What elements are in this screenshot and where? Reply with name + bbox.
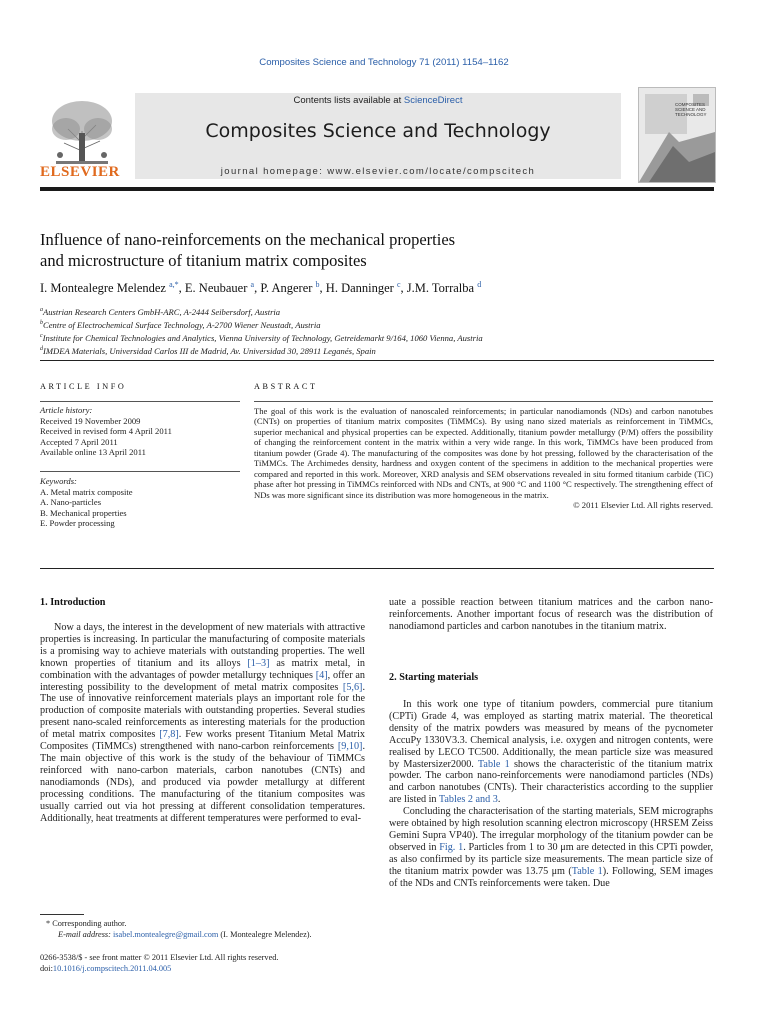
abstract-text: The goal of this work is the evaluation of nanoscaled reinforcements; in particular nanodiamonds (NDs) and carbon nanotubes (CNTs) on properties of titanium matrix composites (TiMMCs). By using nano sized materials as reinforcement in TiMMCs, superior mechanical and physical properties can be expected. Additionally, titanium powder metallurgy (P/M) offers the possibility of changing the reinforcement content in the matrix within a very wide range. In this work, TiMMCs have been produced from titanium powder (Grade 4). The manufacturing of the composites was done by hot pressing, followed by the characterisation of the TiMMCs. The Archimedes density, hardness and oxygen content of the specimens in addition to the mechanical properties were compared and reported in this work. Moreover, XRD analysis and SEM observations revealed in situ formed titanium carbide (TiC) phase after hot pressing in TiMMCs reinforced with NDs and CNTs, at 900 °C and 1100 °C respectively. The strengthening effect of NDs was more significant since its distribution was more homogeneous in the matrix. [254, 406, 713, 500]
article-title-line-2: and microstructure of titanium matrix composites [40, 251, 367, 270]
cover-line-3: TECHNOLOGY [675, 112, 707, 117]
issn-doi [40, 952, 380, 974]
header-rule [40, 187, 714, 191]
citation-link[interactable]: [1–3] [247, 657, 270, 669]
contents-line [135, 95, 621, 106]
article-history [40, 405, 240, 458]
starting-materials-paragraph: Concluding the characterisation of the starting materials, SEM micrographs were obtained by high resolution scanning electron microscopy (HRSEM Zeiss Gemini Supra VP40). The irregular morphology of the titanium powder can be observed in Fig. 1. Particles from 1 to 30 μm are detected in this CPTi powder, as also confirmed by its particle size measurements. The mean particle size of the titanium matrix powder was 13.75 μm (Table 1). Following, SEM images of the NDs and CNTs reinforcements were taken. Due [389, 806, 714, 889]
author-affiliation-link[interactable]: d [477, 280, 482, 289]
abstract-divider [254, 401, 713, 402]
footnote [46, 918, 376, 940]
affiliation-item: $^b$Centre of Electrochemical Surface Technology, A-2700 Wiener Neustadt, Austria [40, 320, 321, 331]
author-affiliation-link[interactable]: a [250, 280, 255, 289]
author-affiliation-link[interactable]: b [315, 280, 320, 289]
journal-citation[interactable]: Composites Science and Technology 71 (2011) 1154–1162 [259, 57, 509, 68]
author-list: I. Montealegre Melendez $^{a,*}$, E. Neubauer $^a$, P. Angerer $^b$, H. Danninger $^c$, J.M. Torralba $^d$ [40, 280, 482, 296]
table-link[interactable]: Table 1 [571, 865, 603, 877]
introduction-body [40, 622, 365, 824]
history-item: Accepted 7 April 2011 [40, 436, 118, 447]
citation-link[interactable]: [7,8] [159, 729, 179, 741]
author-name: H. Danninger [325, 281, 394, 296]
doi-link[interactable]: 10.1016/j.compscitech.2011.04.005 [52, 964, 172, 973]
journal-cover-thumbnail[interactable] [638, 87, 716, 183]
introduction-continued-text: uate a possible reaction between titanium matrices and the carbon nano-reinforcements. Another important focus of research was the distribution of nanodiamond particles and carbon nanotubes in the titanium matrix. [389, 597, 713, 632]
keywords [40, 476, 240, 529]
author-name: E. Neubauer [184, 281, 248, 296]
citation-link[interactable]: [5,6] [342, 681, 363, 693]
affiliation-item: $^d$IMDEA Materials, Universidad Carlos III de Madrid, Av. Universidad 30, 28911 Leganés, Spain [40, 346, 376, 357]
table-link[interactable]: Tables 2 and 3 [438, 794, 498, 806]
history-label: Article history: [40, 405, 93, 415]
email-owner: (I. Montealegre Melendez). [218, 930, 312, 939]
keywords-divider [40, 471, 240, 472]
elsevier-wordmark: ELSEVIER [40, 164, 120, 180]
section-heading-introduction: 1. Introduction [40, 597, 106, 608]
abstract-heading: ABSTRACT [254, 382, 318, 391]
author-affiliation-link[interactable]: a,* [169, 280, 179, 289]
starting-materials-paragraph: In this work one type of titanium powders, commercial pure titanium (CPTi) Grade 4, was employed as starting matrix material. The theoretical density of the matrix powders was measured by means of the pycnometer AccuPy 1330V3.3. Chemical analysis, i.e. oxygen and nitrogen contents, were realised by LECO TC500. Additionally, the mean particle size was measured by Mastersizer2000. Table 1 shows the characteristic of the titanium matrix powder. The carbon nano-reinforcements were nanodiamond particles (NDs) and carbon nanotubes (CNTs). Their characteristics according to the supplier are listed in Tables 2 and 3. [389, 699, 713, 806]
affiliation-divider [40, 360, 714, 361]
article-info-divider [40, 401, 240, 402]
keyword-item: E. Powder processing [40, 518, 115, 529]
affiliation-item: $^a$Austrian Research Centers GmbH-ARC, A-2444 Seibersdorf, Austria [40, 306, 281, 317]
figure-link[interactable]: Fig. 1 [439, 841, 464, 853]
email-link[interactable]: isabel.montealegre@gmail.com [113, 930, 219, 939]
journal-title: Composites Science and Technology [205, 120, 551, 142]
keyword-item: B. Mechanical properties [40, 507, 127, 518]
article-title-line-1: Influence of nano-reinforcements on the mechanical properties [40, 230, 456, 249]
abstract-copyright: © 2011 Elsevier Ltd. All rights reserved. [573, 500, 713, 511]
cover-line-1: COMPOSITES [675, 102, 706, 107]
introduction-paragraph: Now a days, the interest in the development of new materials with attractive properties is increasing. In particular the manufacturing of composite materials is a promising way to achieve materials with outstanding properties. The well known properties of titanium and its alloys [1–3] as matrix metal, in combination with the advantages of powder metallurgy techniques [4], offer an interesting possibility to the development of metal matrix composites [5,6]. The use of innovative reinforcement materials plays an important role for the production of composite materials with outstanding properties. Several studies present nano-scaled reinforcements as interesting materials for the production of metal matrix composites [7,8]. Few works present Titanium Metal Matrix Composites (TiMMCs) strengthened with nano-carbon reinforcements [9,10]. The main objective of this work is the study of the behaviour of TiMMCs reinforced with nano-carbon materials, carbon nanotubes (CNTs) and nanodiamonds (NDs), and produced via powder metallurgy at different processing conditions. The manufacturing of the titanium composites was usually carried out via hot pressing at different consolidation temperatures. Additionally, heat treatments at different temperatures were performed to eval- [40, 622, 366, 824]
table-link[interactable]: Table 1 [477, 758, 510, 770]
contents-prefix: Contents lists available at [293, 95, 404, 106]
author-name: P. Angerer [260, 281, 313, 296]
email-label: E-mail address: [58, 930, 113, 939]
article-info-heading: ARTICLE INFO [40, 382, 127, 391]
keyword-item: A. Nano-particles [40, 497, 102, 508]
affiliation-item: $^c$Institute for Chemical Technologies and Analytics, Vienna University of Technology, Getreidemarkt 9/164, 1060 Vienna, Austria [40, 333, 483, 344]
cover-image-icon [639, 132, 715, 182]
corresponding-author-note: * Corresponding author. [46, 919, 127, 928]
footnote-rule [40, 914, 84, 915]
doi-label: doi: [40, 964, 53, 973]
issn-line: 0266-3538/$ - see front matter © 2011 Elsevier Ltd. All rights reserved. [40, 953, 279, 962]
abstract-bottom-divider [40, 568, 714, 569]
history-item: Received in revised form 4 April 2011 [40, 426, 172, 437]
citation-link[interactable]: [9,10] [337, 741, 363, 753]
author-affiliation-link[interactable]: c [396, 280, 401, 289]
article-title [40, 229, 640, 271]
keyword-item: A. Metal matrix composite [40, 486, 133, 497]
introduction-continued [389, 597, 713, 633]
history-item: Available online 13 April 2011 [40, 447, 146, 458]
abstract-body [254, 406, 713, 511]
section-heading-starting-materials: 2. Starting materials [389, 672, 479, 683]
cover-line-2: SCIENCE AND [675, 107, 706, 112]
citation-link[interactable]: [4] [315, 669, 328, 681]
author-name: J.M. Torralba [406, 281, 475, 296]
sciencedirect-link[interactable]: ScienceDirect [403, 95, 463, 106]
journal-homepage[interactable]: journal homepage: www.elsevier.com/locate/compscitech [220, 166, 536, 177]
affiliation-list [40, 305, 720, 358]
history-item: Received 19 November 2009 [40, 415, 141, 426]
starting-materials-body [389, 699, 713, 890]
author-name: I. Montealegre Melendez [40, 281, 166, 296]
keywords-label: Keywords: [40, 476, 77, 486]
